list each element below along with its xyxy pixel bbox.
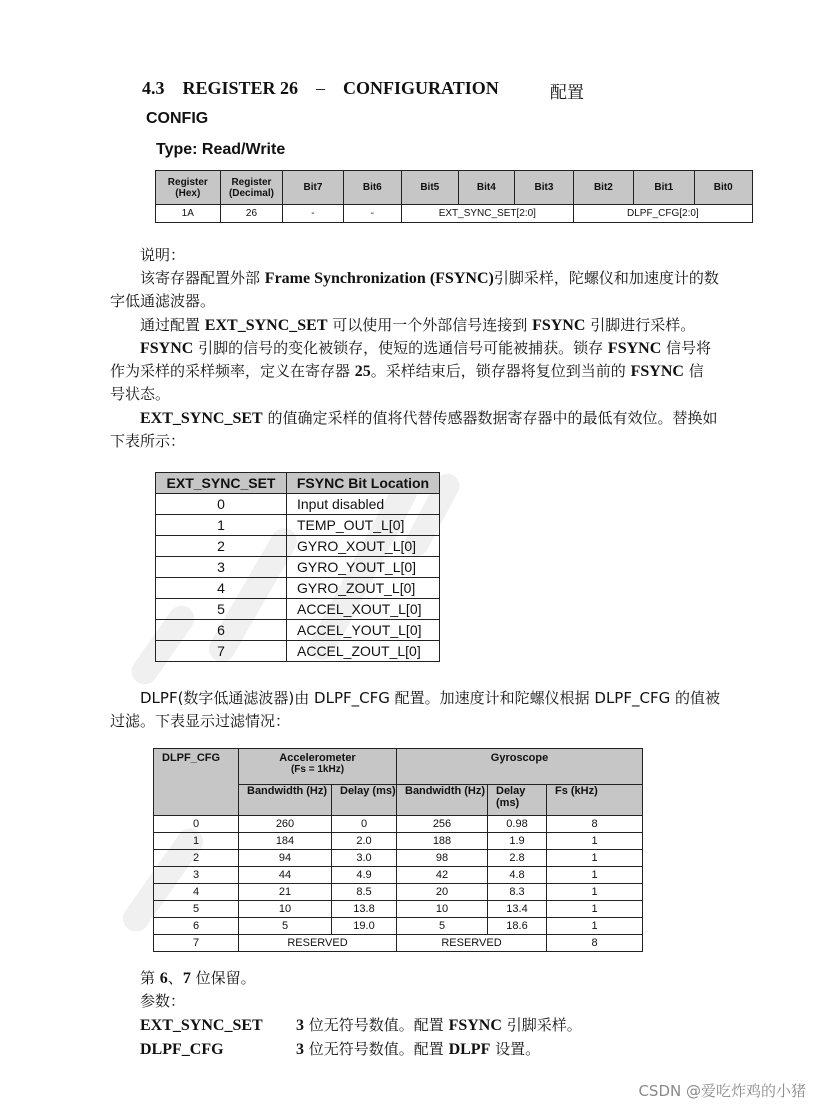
- register-number: REGISTER 26: [182, 78, 299, 98]
- table-row: 2 GYRO_XOUT_L[0]: [156, 536, 440, 557]
- param-dlpf-cfg: DLPF_CFG 3 位无符号数值。配置 DLPF 设置。: [140, 1040, 541, 1058]
- col-bit2: Bit2: [573, 171, 633, 205]
- col-ext-sync-set: EXT_SYNC_SET: [156, 473, 287, 494]
- desc-paragraph-3-line-1: FSYNC 引脚的信号的变化被锁存，使短的选通信号可能被捕获。锁存 FSYNC 信号将: [140, 339, 712, 357]
- col-bit0: Bit0: [694, 171, 753, 205]
- desc-paragraph-3-line-3: 号状态。: [110, 385, 171, 403]
- col-gyro-fs: Fs (kHz): [547, 785, 643, 816]
- register-title-cn: 配置: [550, 83, 584, 103]
- dlpf-desc-line-1: DLPF(数字低通滤波器)由 DLPF_CFG 配置。加速度计和陀螺仪根据 DLPF_CFG 的值被: [140, 689, 720, 707]
- col-gyro-delay: Delay (ms): [488, 785, 547, 816]
- col-register-hex: Register (Hex): [156, 171, 221, 205]
- col-register-dec: Register (Decimal): [220, 171, 283, 205]
- desc-paragraph-4-line-1: EXT_SYNC_SET 的值确定采样的值将代替传感器数据寄存器中的最低有效位。替换如: [140, 409, 718, 427]
- dlpf-desc-line-2: 过滤。下表显示过滤情况：: [110, 712, 291, 730]
- register-bit-table: [155, 170, 753, 223]
- desc-paragraph-2: 通过配置 EXT_SYNC_SET 可以使用一个外部信号连接到 FSYNC 引脚进行采样。: [140, 316, 696, 334]
- register-title: CONFIGURATION: [343, 78, 499, 98]
- col-bit1: Bit1: [634, 171, 694, 205]
- table-row: 1 184 2.0 188 1.9 1: [154, 833, 643, 850]
- col-accel-bandwidth: Bandwidth (Hz): [239, 785, 332, 816]
- desc-paragraph-1-line-1: 该寄存器配置外部 Frame Synchronization (FSYNC)引脚采样，陀螺仪和加速度计的数: [140, 269, 719, 287]
- heading-separator: –: [316, 78, 326, 98]
- table-row: 7 ACCEL_ZOUT_L[0]: [156, 641, 440, 662]
- col-accel-delay: Delay (ms): [332, 785, 397, 816]
- cell-hex: 1A: [156, 205, 221, 223]
- cell-ext-sync-set: EXT_SYNC_SET[2:0]: [401, 205, 573, 223]
- table-row: 6 5 19.0 5 18.6 1: [154, 918, 643, 935]
- section-number: 4.3: [142, 78, 165, 98]
- table-row-reserved: 7 RESERVED RESERVED 8: [154, 935, 643, 952]
- register-type: Type: Read/Write: [156, 141, 286, 158]
- register-name: CONFIG: [146, 110, 209, 127]
- cell-bit6: -: [343, 205, 401, 223]
- param-ext-sync-set: EXT_SYNC_SET 3 位无符号数值。配置 FSYNC 引脚采样。: [140, 1016, 582, 1034]
- desc-paragraph-4-line-2: 下表所示：: [110, 432, 186, 450]
- desc-paragraph-1-line-2: 字低通滤波器。: [110, 292, 216, 310]
- table-row: 3 GYRO_YOUT_L[0]: [156, 557, 440, 578]
- cell-bit7: -: [283, 205, 343, 223]
- section-heading: [142, 78, 584, 103]
- cell-dec: 26: [220, 205, 283, 223]
- table-row: 0 260 0 256 0.98 8: [154, 816, 643, 833]
- table-row: 6 ACCEL_YOUT_L[0]: [156, 620, 440, 641]
- table-row: 0 Input disabled: [156, 494, 440, 515]
- table-row: 3 44 4.9 42 4.8 1: [154, 867, 643, 884]
- table-row: 4 21 8.5 20 8.3 1: [154, 884, 643, 901]
- col-gyro-bandwidth: Bandwidth (Hz): [397, 785, 488, 816]
- col-bit7: Bit7: [283, 171, 343, 205]
- desc-paragraph-3-line-2: 作为采样的采样频率，定义在寄存器 25。采样结束后，锁存器将复位到当前的 FSYNC 信: [110, 362, 704, 380]
- fsync-bit-location-table: [155, 472, 440, 662]
- desc-label: 说明：: [140, 246, 186, 264]
- col-bit5: Bit5: [401, 171, 458, 205]
- table-row: 1 TEMP_OUT_L[0]: [156, 515, 440, 536]
- params-label: 参数：: [140, 992, 186, 1010]
- col-bit6: Bit6: [343, 171, 401, 205]
- col-accelerometer: Accelerometer (Fs = 1kHz): [239, 749, 397, 785]
- reserved-note: 第 6、7 位保留。: [140, 969, 256, 987]
- cell-dlpf-cfg: DLPF_CFG[2:0]: [573, 205, 752, 223]
- dlpf-config-table: [153, 748, 643, 952]
- table-row: 2 94 3.0 98 2.8 1: [154, 850, 643, 867]
- table-row: 5 10 13.8 10 13.4 1: [154, 901, 643, 918]
- col-bit4: Bit4: [458, 171, 515, 205]
- col-dlpf-cfg: DLPF_CFG: [154, 749, 239, 816]
- csdn-watermark: CSDN @爱吃炸鸡的小猪: [638, 1082, 806, 1100]
- col-bit3: Bit3: [515, 171, 574, 205]
- table-row: [156, 205, 753, 223]
- table-row: 5 ACCEL_XOUT_L[0]: [156, 599, 440, 620]
- col-gyroscope: Gyroscope: [397, 749, 643, 785]
- col-fsync-bit-location: FSYNC Bit Location: [287, 473, 440, 494]
- table-row: 4 GYRO_ZOUT_L[0]: [156, 578, 440, 599]
